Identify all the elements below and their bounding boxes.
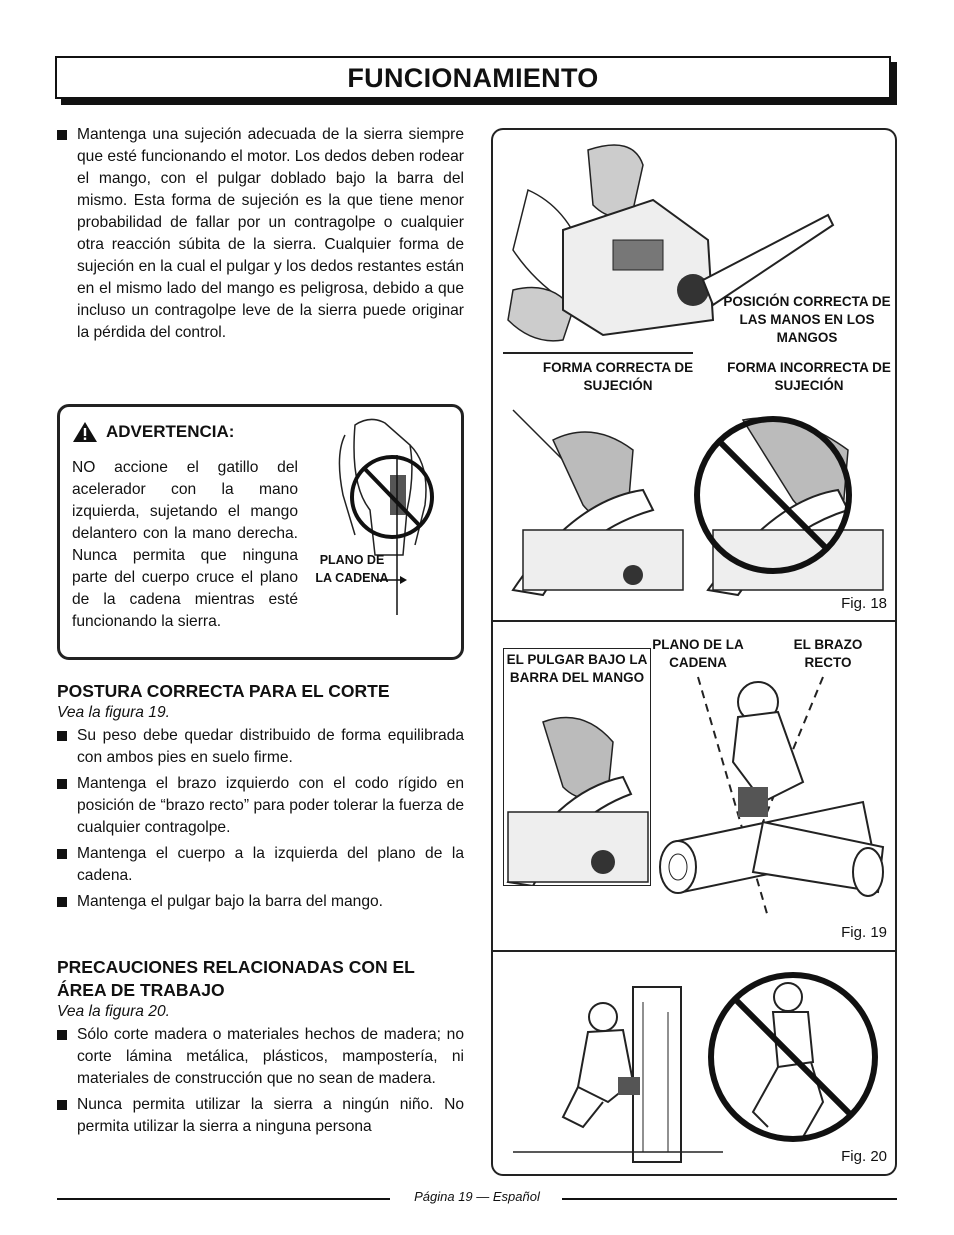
- list-item-text: Su peso debe quedar distribuido de forma equilibrada con ambos pies en suelo firme.: [77, 727, 464, 766]
- bullet-square-icon: [57, 1094, 77, 1138]
- posture-ref: Vea la figura 19.: [57, 704, 170, 721]
- figure-19-label: Fig. 19: [841, 924, 887, 941]
- thumb-under-bar-label: EL PULGAR BAJO LA BARRA DEL MANGO: [506, 652, 648, 685]
- work-area-title: PRECAUCIONES RELACIONADAS CON EL ÁREA DE TRABAJO: [57, 957, 415, 1000]
- intro-bullet: [57, 124, 464, 344]
- page-title-box: [55, 56, 891, 99]
- chain-plane-label: PLANO DE LA CADENA: [652, 637, 744, 670]
- footer-page-number: Página 19 — Español: [414, 1189, 540, 1204]
- posture-title: POSTURA CORRECTA PARA EL CORTE: [57, 681, 390, 701]
- bullet-square-icon: [57, 725, 77, 769]
- figure-18-label: Fig. 18: [841, 595, 887, 612]
- correct-grip-label: FORMA CORRECTA DE SUJECIÓN: [542, 360, 694, 393]
- list-item-text: Mantenga el brazo izquierdo con el codo rígido en posición de “brazo recto” para poder tolerar la fuerza de cualquier contragolpe.: [77, 775, 464, 836]
- figure-18-panel: [491, 128, 897, 620]
- cutting-posture-illustration: [653, 672, 893, 932]
- bullet-square-icon: [57, 1024, 77, 1090]
- thumb-grip-illustration: [503, 702, 653, 886]
- warning-header: [72, 421, 234, 443]
- warning-box: [57, 404, 464, 660]
- work-area-illustration: [493, 952, 895, 1172]
- list-item-text: Mantenga el cuerpo a la izquierda del plano de la cadena.: [77, 845, 464, 884]
- incorrect-grip-label: FORMA INCORRECTA DE SUJECIÓN: [727, 360, 891, 393]
- straight-arm-label: EL BRAZO RECTO: [793, 637, 863, 670]
- bullet-square-icon: [57, 773, 77, 839]
- work-area-ref: Vea la figura 20.: [57, 1003, 170, 1020]
- page-title: FUNCIONAMIENTO: [347, 63, 599, 93]
- list-item-text: Sólo corte madera o materiales hechos de madera; no corte lámina metálica, plásticos, mampostería, ni materiales de construcción que no sean de madera.: [77, 1026, 464, 1087]
- list-item: [57, 725, 464, 769]
- correct-hand-position-label: POSICIÓN CORRECTA DE LAS MANOS EN LOS MANGOS: [723, 294, 891, 345]
- list-item: [57, 891, 464, 914]
- figure-20-label: Fig. 20: [841, 1148, 887, 1165]
- bullet-square-icon: [57, 124, 77, 344]
- warning-triangle-icon: [72, 421, 98, 443]
- grip-comparison-illustration: [493, 400, 895, 600]
- list-item-text: Mantenga el pulgar bajo la barra del mango.: [77, 893, 384, 910]
- bullet-square-icon: [57, 891, 77, 914]
- figure-20-panel: [491, 952, 897, 1176]
- bullet-square-icon: [57, 843, 77, 887]
- list-item: [57, 843, 464, 887]
- page-footer: [57, 1188, 897, 1208]
- list-item-text: Nunca permita utilizar la sierra a ningún niño. No permita utilizar la sierra a ninguna persona: [77, 1096, 464, 1135]
- chain-plane-label: PLANO DE LA CADENA: [315, 553, 389, 585]
- left-column: [57, 124, 464, 344]
- list-item: [57, 773, 464, 839]
- intro-bullet-text: Mantenga una sujeción adecuada de la sierra siempre que esté funcionando el motor. Los dedos deben rodear el mango, con el pulgar doblado bajo la barra del mismo. Esta forma de sujeción es la que tiene menor probabilidad de fallar por un contragolpe o cualquier otra reacción súbita de la sierra. Cualquier forma de sujeción en la cual el pulgar y los dedos restantes están en el mismo lado del mango es peligrosa, debido a que incluso un contragolpe leve de la sierra puede originar la pérdida del control.: [77, 126, 464, 341]
- work-area-section: [57, 956, 464, 1138]
- warning-text: NO accione el gatillo del acelerador con la mano izquierda, sujetando el mango delantero con la mano derecha. Nunca permita que ninguna parte del cuerpo cruce el plano de la cadena mientras esté funcionando la sierra.: [72, 459, 298, 630]
- figure-19-panel: [491, 620, 897, 952]
- list-item: [57, 1024, 464, 1090]
- list-item: [57, 1094, 464, 1138]
- posture-section: [57, 680, 464, 914]
- warning-title: ADVERTENCIA:: [106, 422, 235, 441]
